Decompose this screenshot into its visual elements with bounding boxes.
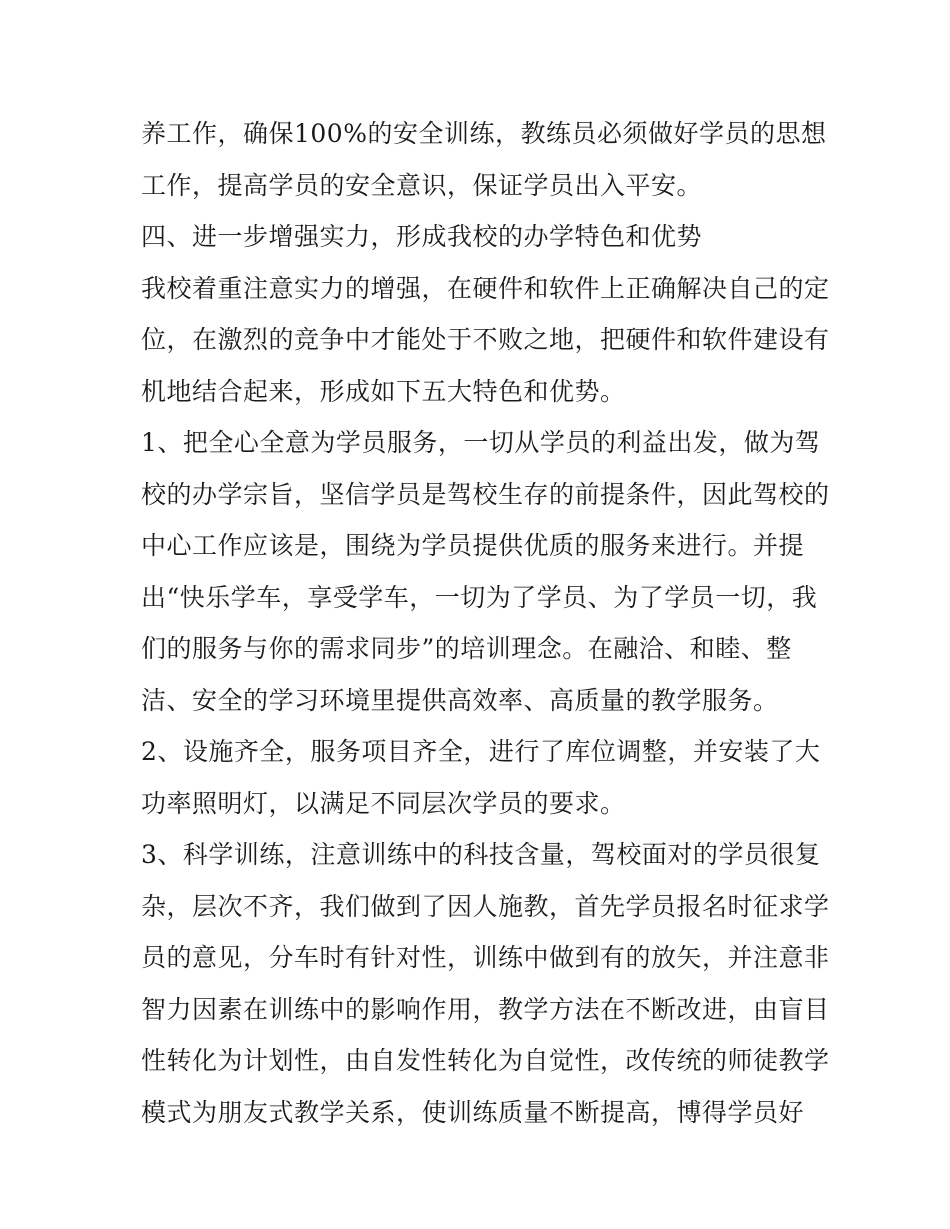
text-line: 们的服务与你的需求同步”的培训理念。在融洽、和睦、整 bbox=[141, 634, 792, 663]
text-line: 我校着重注意实力的增强，在硬件和软件上正确解决自己的定 bbox=[141, 273, 830, 303]
text-line: 中心工作应该是，围绕为学员提供优质的服务来进行。并提 bbox=[141, 531, 805, 560]
document-body bbox=[141, 108, 830, 1138]
text-line: 员的意见，分车时有针对性，训练中做到有的放矢，并注意非 bbox=[141, 943, 830, 972]
text-line: 功率照明灯，以满足不同层次学员的要求。 bbox=[141, 788, 626, 818]
list-item-2: 2、设施齐全，服务项目齐全，进行了库位调整，并安装了大 bbox=[141, 737, 821, 766]
text-line: 杂，层次不齐，我们做到了因人施教，首先学员报名时征求学 bbox=[141, 891, 830, 921]
text-line: 智力因素在训练中的影响作用，教学方法在不断改进，由盲目 bbox=[141, 994, 830, 1024]
text-line: 出“快乐学车，享受学车，一切为了学员、为了学员一切，我 bbox=[141, 582, 818, 612]
text-line: 养工作，确保100%的安全训练，教练员必须做好学员的思想 bbox=[141, 119, 827, 148]
section-heading: 四、进一步增强实力，形成我校的办学特色和优势 bbox=[141, 222, 703, 251]
text-line: 位，在激烈的竞争中才能处于不败之地，把硬件和软件建设有 bbox=[141, 325, 830, 354]
text-line: 工作，提高学员的安全意识，保证学员出入平安。 bbox=[141, 170, 703, 200]
text-line: 洁、安全的学习环境里提供高效率、高质量的教学服务。 bbox=[141, 685, 779, 715]
text-line: 性转化为计划性，由自发性转化为自觉性，改传统的师徒教学 bbox=[141, 1046, 830, 1075]
list-item-3: 3、科学训练，注意训练中的科技含量，驾校面对的学员很复 bbox=[141, 840, 821, 869]
list-item-1: 1、把全心全意为学员服务，一切从学员的利益出发，做为驾 bbox=[141, 428, 821, 457]
text-line: 校的办学宗旨，坚信学员是驾校生存的前提条件，因此驾校的 bbox=[141, 479, 830, 509]
text-line: 模式为朋友式教学关系，使训练质量不断提高，博得学员好 bbox=[141, 1097, 805, 1127]
text-line: 机地结合起来，形成如下五大特色和优势。 bbox=[141, 376, 626, 406]
